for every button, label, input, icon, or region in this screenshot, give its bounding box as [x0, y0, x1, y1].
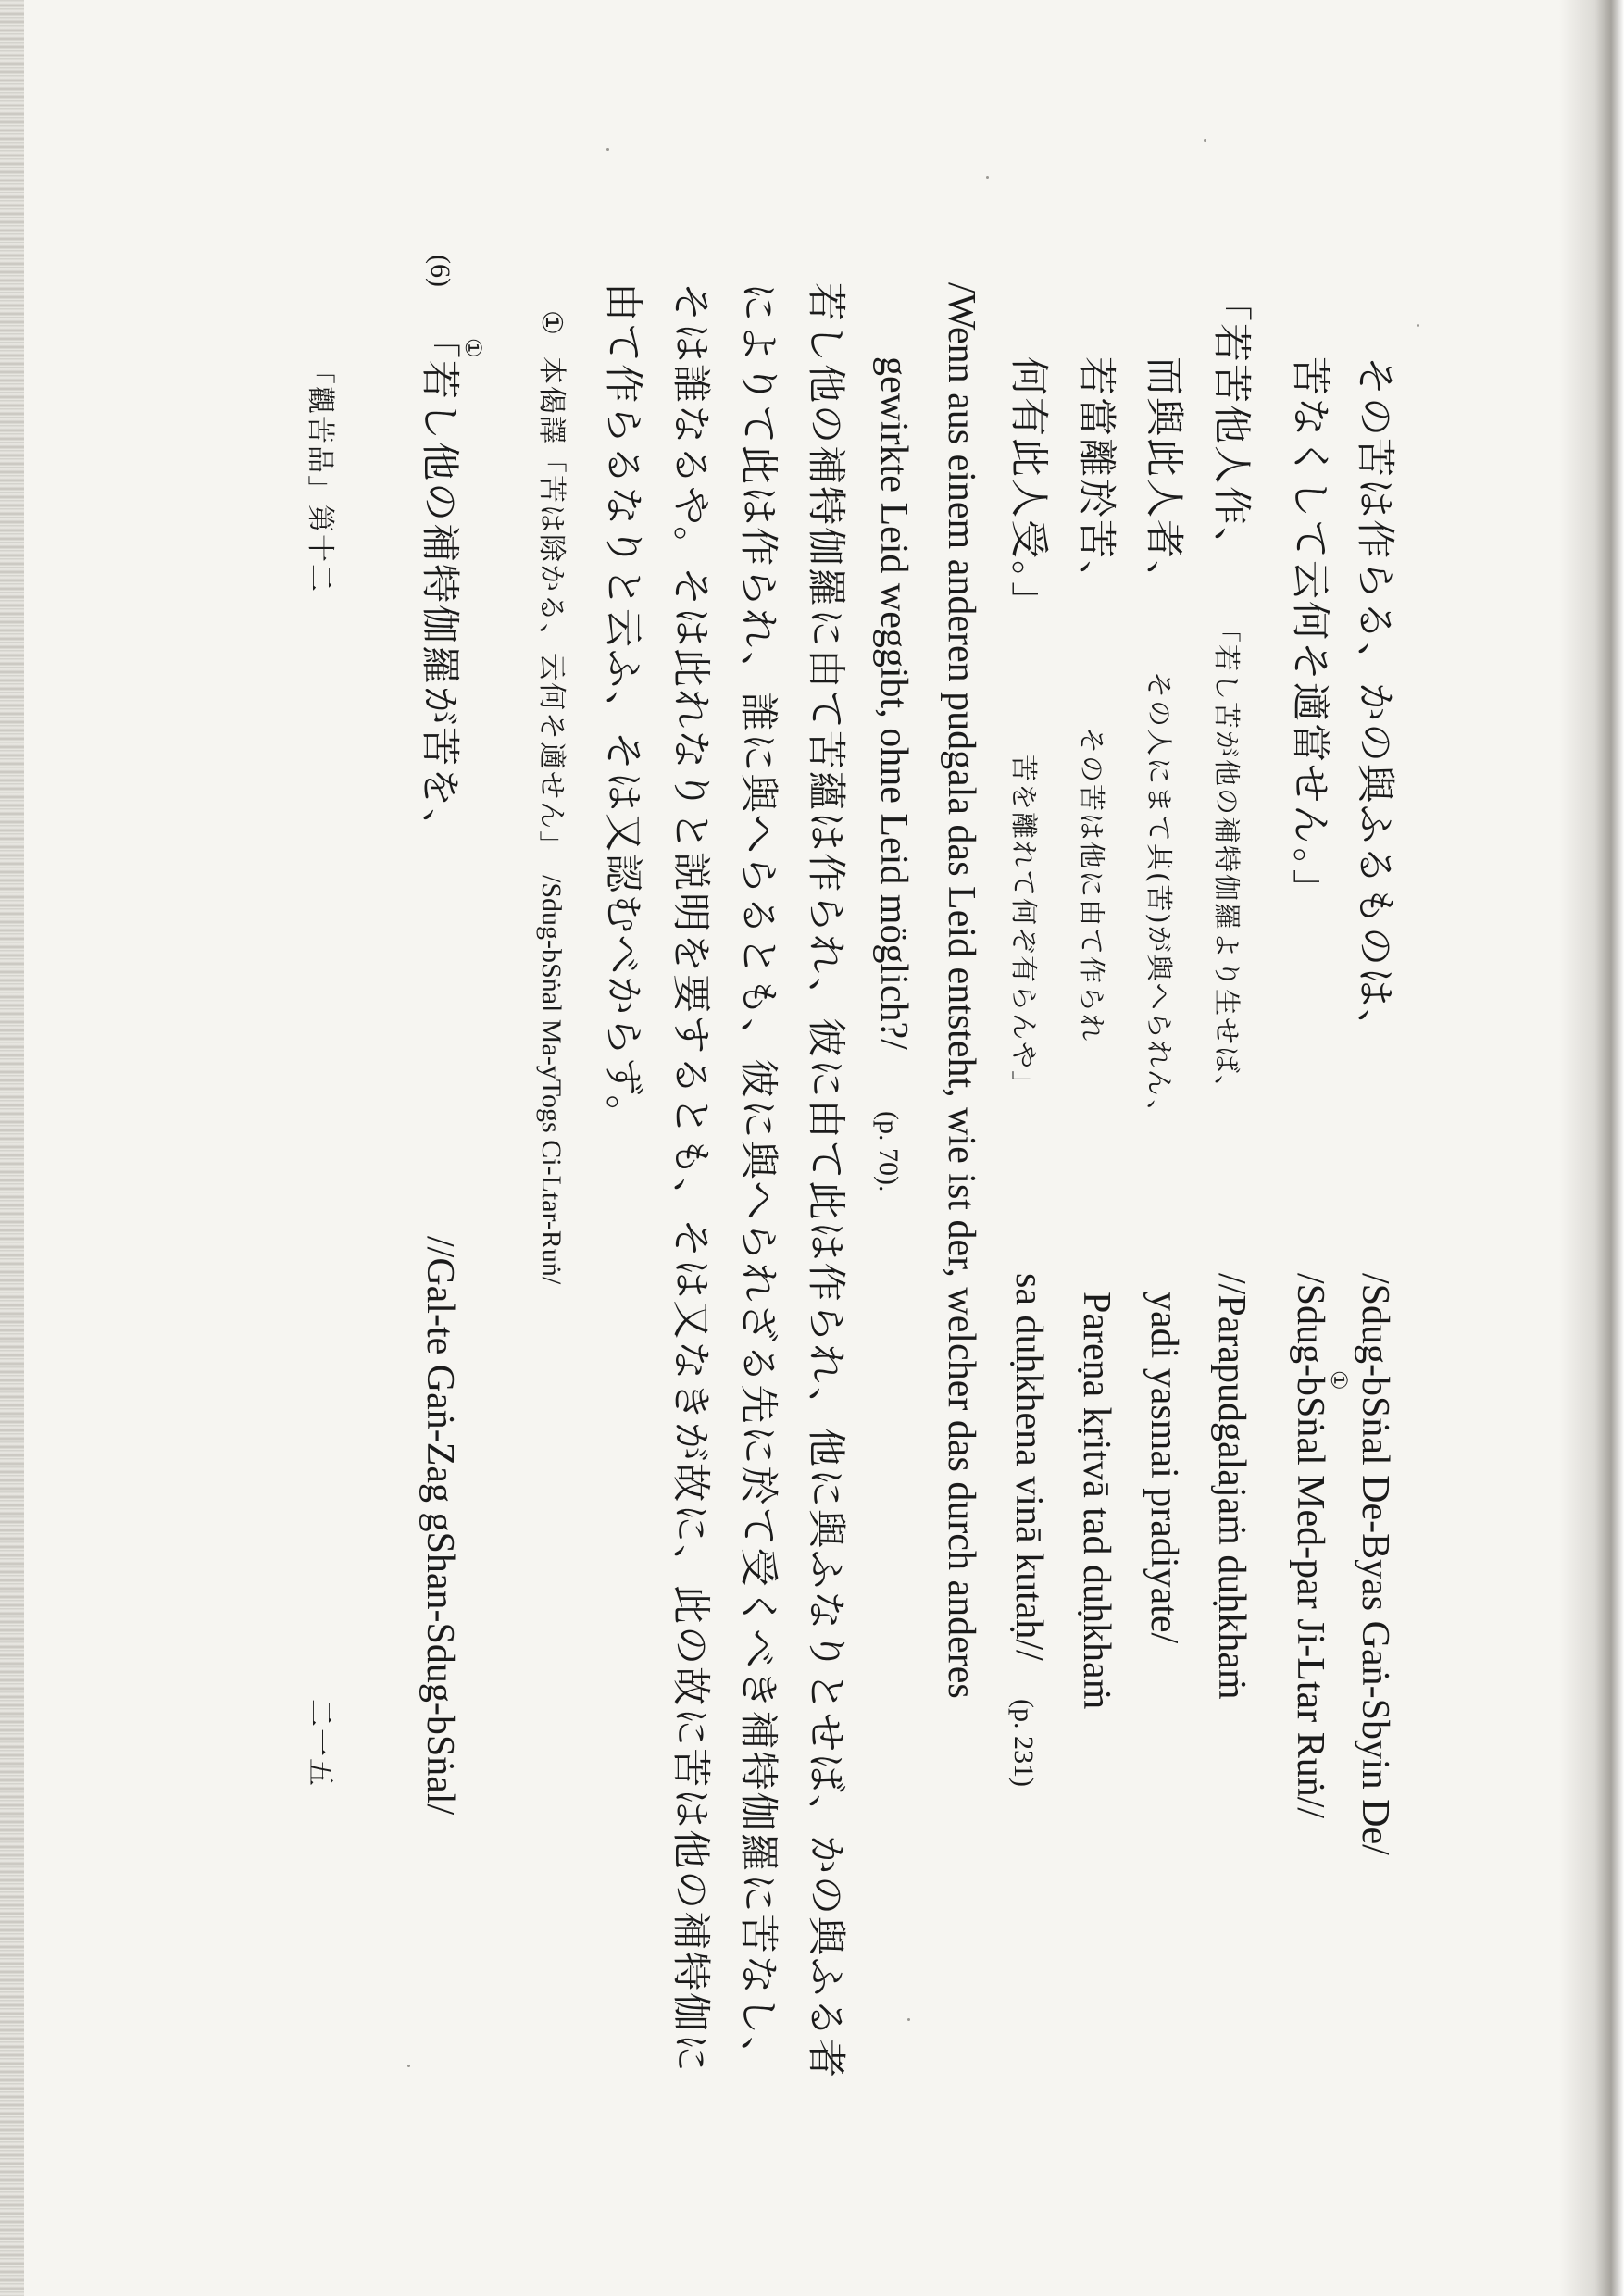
verse-6-number: (6)	[425, 255, 456, 287]
scan-speck	[1417, 324, 1419, 327]
text-line-1-tibetan: /Sdug-bSṅal De-Byas Gaṅ-Sbyin De/	[1354, 1273, 1396, 1855]
verse-2-gloss: その人にまて其(苦)が與へられん、	[1143, 671, 1175, 1129]
verse-4-chinese: 何有此人受。」	[1006, 356, 1052, 623]
verse-6-jp: 「若し他の補特伽羅が苦を、	[418, 319, 463, 850]
page-ref-70: (p. 70).	[873, 1111, 904, 1192]
footnote-text: 本偈譯「苦は除かる、云何そ適せん」	[535, 356, 568, 860]
german-line-2: gewirkte Leid weggibt, ohne Leid möglich?/	[872, 356, 915, 1050]
page-ref-231: (p. 231)	[1008, 1699, 1039, 1787]
para-line-2: によりて此は作られ、誰に與へらるとも、彼に與へられざる先に於て受くべき補特伽羅に苦なし、	[736, 282, 781, 2078]
verse-6-note-mark: ①	[460, 338, 486, 358]
para-line-1: 若し他の補特伽羅に由て苦蘊は作られ、彼に由て此は作られ、他に與ふなりとせば、かの與ふる者	[804, 282, 849, 2080]
footnote-mark: ①	[535, 310, 568, 337]
verse-1-sanskrit: //Parapudgalajaṁ duḥkhaṁ	[1210, 1273, 1253, 1700]
verse-3-chinese: 若當離於苦、	[1074, 356, 1119, 602]
verse-4-sanskrit: sa duḥkhena vinā kutaḥ//	[1007, 1273, 1050, 1661]
verse-1-gloss: 「若し苦が他の補特伽羅より生せば、	[1211, 616, 1243, 1104]
text-line-1-jp: その苦は作らる、かの與ふるものは、	[1353, 356, 1398, 1050]
text-line-2-jp: 苦なくして云何そ適當せん。」	[1288, 356, 1333, 910]
footer-chapter-title: 「觀苦品」第十二	[304, 356, 336, 593]
scan-edge-right	[1559, 0, 1624, 2296]
verse-6-tibetan: //Gal-te Gaṅ-Zag gShan-Sdug-bSṅal/	[418, 1236, 461, 1816]
rotated-text-block	[56, 255, 1398, 2134]
scan-speck	[986, 176, 989, 179]
german-line-1: /Wenn aus einem anderen pudgala das Leid entsteht, wie ist der, welcher das durch anderes	[940, 282, 982, 1699]
scan-speck	[606, 148, 609, 151]
verse-1-chinese: 「若苦他人作、	[1209, 282, 1255, 568]
para-line-3: そは誰なるや。そは此れなりと説明を要するとも、そは又なきが故に、此の故に苦は他の補特伽に	[668, 282, 714, 2075]
footnote-tibetan: /Sdug-bSṅal Ma-yTogs Ci-Ltar-Ruṅ/	[536, 875, 567, 1285]
verse-2-sanskrit: yadi yasmai pradiyate/	[1143, 1292, 1185, 1644]
para-line-4: 由て作らるなりと云ふ、そは又認むべからず。	[601, 282, 646, 1136]
circled-note-mark: ①	[1326, 1370, 1352, 1391]
text-line-2-tibetan: /Sdug-bSṅal Med-par Ji-Ltar Ruṅ//	[1289, 1273, 1331, 1819]
scan-speck	[1204, 139, 1206, 142]
verse-3-gloss: その苦は他に由て作られ	[1076, 727, 1107, 1043]
verse-2-chinese: 而與此人者、	[1142, 356, 1187, 602]
verse-3-sanskrit: Pareṇa kṛitvā tad duḥkhaṁ	[1075, 1292, 1118, 1710]
verse-4-gloss: 苦を離れて何ぞ有らんや」	[1008, 755, 1040, 1100]
footer-page-number: 二一五	[304, 1699, 336, 1788]
scan-edge-left	[0, 0, 24, 2296]
